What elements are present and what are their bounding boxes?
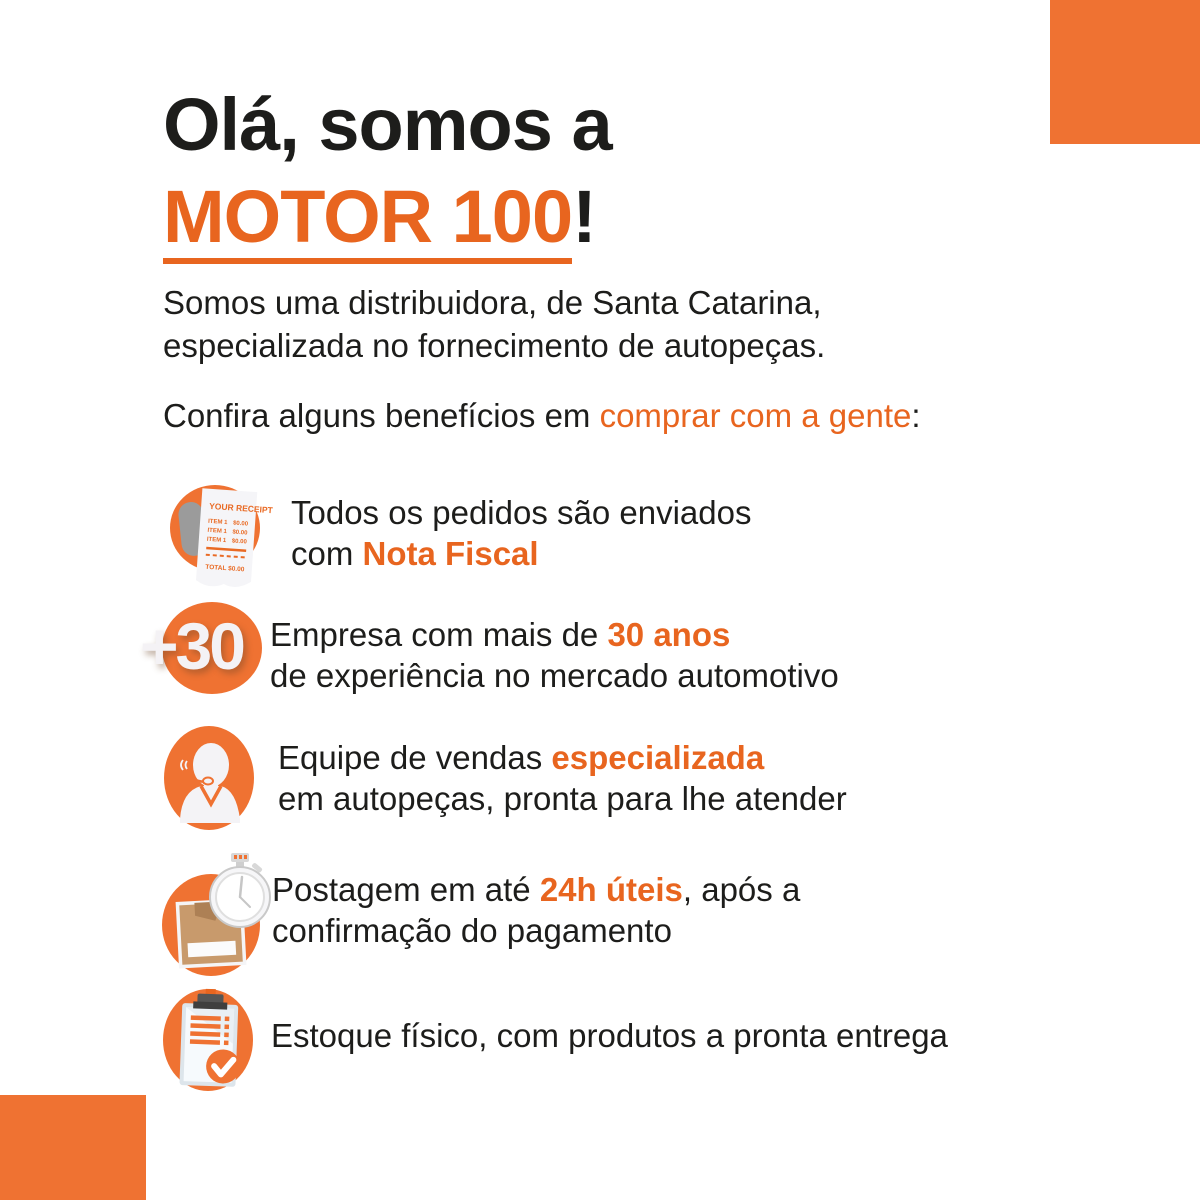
support-agent-icon (163, 725, 255, 831)
svg-text:$0.00: $0.00 (232, 520, 249, 528)
svg-text:ITEM 1: ITEM 1 (207, 518, 228, 527)
intro-line-1: Somos uma distribuidora, de Santa Catarina, (163, 284, 822, 321)
receipt-total: TOTAL $0.00 (205, 563, 245, 574)
plus-30-label: +30 (140, 609, 243, 683)
benefit-item-nota-fiscal (163, 478, 752, 598)
benefit-line-1: Estoque físico, com produtos a pronta entrega (271, 1017, 948, 1054)
svg-text:ITEM 1: ITEM 1 (207, 527, 227, 536)
benefit-text (271, 985, 948, 1056)
benefit-text (272, 845, 800, 951)
page-title-brand-line (163, 175, 596, 264)
clipboard-check-icon (162, 985, 258, 1097)
benefit-line-1: Equipe de vendas especializada (278, 739, 765, 776)
plus-30-icon (140, 598, 262, 698)
benefit-text (291, 478, 752, 574)
svg-text:$0.00: $0.00 (231, 538, 247, 546)
benefit-item-equipe-vendas (163, 725, 847, 831)
brand-name: MOTOR 100 (163, 180, 572, 264)
svg-text:$0.00: $0.00 (232, 529, 248, 537)
benefit-line-2: com Nota Fiscal (291, 535, 539, 572)
intro-line-2: especializada no fornecimento de autopeças. (163, 327, 826, 364)
benefits-lead-colon: : (911, 397, 921, 434)
benefit-item-30-anos (140, 598, 839, 698)
benefit-line-2: confirmação do pagamento (272, 912, 672, 949)
corner-accent-bottom-left (0, 1095, 146, 1200)
benefit-line-2: de experiência no mercado automotivo (270, 657, 839, 694)
benefits-lead (163, 394, 921, 437)
benefit-item-postagem-24h (156, 845, 800, 979)
receipt-icon (163, 478, 275, 598)
benefit-line-1: Postagem em até 24h úteis, após a (272, 871, 801, 908)
svg-text:ITEM 1: ITEM 1 (206, 536, 227, 545)
benefit-text (278, 725, 847, 819)
benefit-line-1: Empresa com mais de 30 anos (270, 616, 731, 653)
intro-text (163, 281, 825, 367)
benefit-item-estoque-fisico (162, 985, 948, 1097)
page-title-greeting: Olá, somos a (163, 83, 612, 166)
benefit-line-1: Todos os pedidos são enviados (291, 494, 752, 531)
receipt-title: YOUR RECEIPT (208, 500, 274, 516)
benefits-lead-text: Confira alguns benefícios em (163, 397, 600, 434)
shipping-box-stopwatch-icon (156, 845, 272, 979)
benefit-text (270, 598, 839, 696)
corner-accent-top-right (1050, 0, 1200, 144)
benefit-line-2: em autopeças, pronta para lhe atender (278, 780, 847, 817)
brand-exclamation: ! (572, 175, 596, 258)
benefits-lead-accent: comprar com a gente (599, 397, 912, 434)
